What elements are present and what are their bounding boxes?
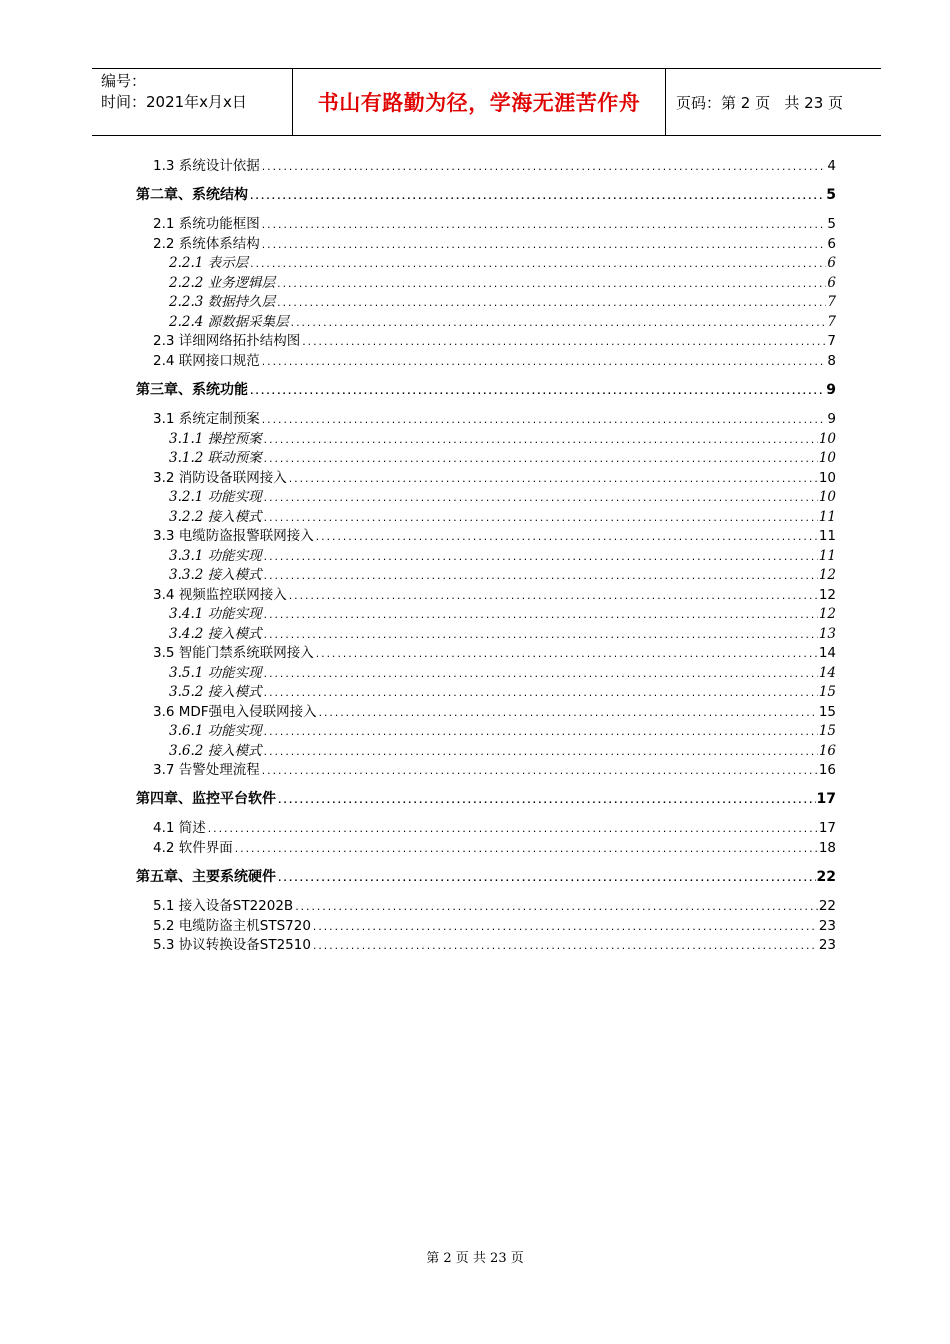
toc-section-entry[interactable] xyxy=(153,703,836,722)
toc-entry-label: 3.4.1 功能实现 xyxy=(169,606,262,622)
toc-dot-leader xyxy=(301,334,826,353)
toc-entry-label: 3.5.2 接入模式 xyxy=(169,684,262,700)
toc-page-number: 10 xyxy=(818,470,836,486)
toc-subsection-entry[interactable] xyxy=(169,566,836,585)
toc-dot-leader xyxy=(234,841,818,860)
toc-entry-label: 3.3 电缆防盗报警联网接入 xyxy=(153,528,314,544)
toc-page-number: 16 xyxy=(818,743,836,759)
toc-page-number: 10 xyxy=(818,489,836,505)
header-page-label: 页码：第 2 页 共 23 页 xyxy=(676,93,844,112)
toc-entry-label: 第五章、主要系统硬件 xyxy=(136,869,276,885)
toc-entry-label: 2.1 系统功能框图 xyxy=(153,216,260,232)
toc-page-number: 15 xyxy=(818,723,836,739)
toc-subsection-entry[interactable] xyxy=(169,683,836,702)
toc-subsection-entry[interactable] xyxy=(169,274,836,293)
toc-subsection-entry[interactable] xyxy=(169,625,836,644)
toc-subsection-entry[interactable] xyxy=(169,488,836,507)
toc-dot-leader xyxy=(261,217,827,236)
toc-section-entry[interactable] xyxy=(153,819,836,838)
toc-entry-label: 3.1 系统定制预案 xyxy=(153,411,260,427)
toc-chapter-entry[interactable] xyxy=(136,790,836,809)
toc-page-number: 12 xyxy=(818,606,836,622)
toc-page-number: 18 xyxy=(818,840,836,856)
toc-dot-leader xyxy=(315,646,818,665)
toc-dot-leader xyxy=(263,451,818,470)
toc-section-entry[interactable] xyxy=(153,761,836,780)
toc-subsection-entry[interactable] xyxy=(169,293,836,312)
toc-page-number: 23 xyxy=(818,937,836,953)
toc-dot-leader xyxy=(277,870,816,889)
toc-entry-label: 3.2.1 功能实现 xyxy=(169,489,262,505)
toc-dot-leader xyxy=(263,685,818,704)
toc-entry-label: 3.2 消防设备联网接入 xyxy=(153,470,287,486)
toc-page-number: 14 xyxy=(818,645,836,661)
toc-entry-label: 3.4.2 接入模式 xyxy=(169,626,262,642)
toc-entry-label: 3.6 MDF强电入侵联网接入 xyxy=(153,704,317,720)
toc-entry-label: 1.3 系统设计依据 xyxy=(153,158,260,174)
toc-page-number: 12 xyxy=(818,587,836,603)
toc-entry-label: 第四章、监控平台软件 xyxy=(136,791,276,807)
toc-entry-label: 3.1.2 联动预案 xyxy=(169,450,262,466)
toc-page-number: 9 xyxy=(827,411,836,427)
toc-entry-label: 5.1 接入设备ST2202B xyxy=(153,898,294,914)
toc-section-entry[interactable] xyxy=(153,527,836,546)
toc-page-number: 12 xyxy=(818,567,836,583)
document-date-label: 时间：2021年x月x日 xyxy=(101,93,247,111)
toc-entry-label: 5.2 电缆防盗主机STS720 xyxy=(153,918,311,934)
toc-entry-label: 3.4 视频监控联网接入 xyxy=(153,587,287,603)
toc-page-number: 7 xyxy=(827,294,836,310)
toc-page-number: 15 xyxy=(818,684,836,700)
toc-dot-leader xyxy=(263,607,818,626)
toc-entry-label: 2.2 系统体系结构 xyxy=(153,236,260,252)
toc-entry-label: 2.2.3 数据持久层 xyxy=(169,294,276,310)
toc-page-number: 14 xyxy=(818,665,836,681)
toc-dot-leader xyxy=(261,354,827,373)
toc-entry-label: 3.7 告警处理流程 xyxy=(153,762,260,778)
toc-dot-leader xyxy=(207,821,818,840)
toc-dot-leader xyxy=(263,490,818,509)
toc-entry-label: 第三章、系统功能 xyxy=(136,382,248,398)
toc-entry-label: 3.5.1 功能实现 xyxy=(169,665,262,681)
toc-entry-label: 3.3.2 接入模式 xyxy=(169,567,262,583)
toc-subsection-entry[interactable] xyxy=(169,722,836,741)
toc-dot-leader xyxy=(263,568,818,587)
toc-chapter-entry[interactable] xyxy=(136,186,836,205)
toc-dot-leader xyxy=(249,256,826,275)
toc-entry-label: 3.2.2 接入模式 xyxy=(169,509,262,525)
page-footer: 第 2 页 共 23 页 xyxy=(426,1251,524,1266)
toc-section-entry[interactable] xyxy=(153,410,836,429)
toc-entry-label: 2.2.1 表示层 xyxy=(169,255,249,271)
toc-section-entry[interactable] xyxy=(153,352,836,371)
toc-page-number: 9 xyxy=(826,382,836,398)
toc-section-entry[interactable] xyxy=(153,215,836,234)
toc-dot-leader xyxy=(276,295,826,314)
toc-subsection-entry[interactable] xyxy=(169,508,836,527)
toc-entry-label: 5.3 协议转换设备ST2510 xyxy=(153,937,311,953)
toc-subsection-entry[interactable] xyxy=(169,605,836,624)
toc-page-number: 17 xyxy=(818,820,836,836)
toc-page-number: 15 xyxy=(818,704,836,720)
toc-dot-leader xyxy=(261,412,827,431)
header-motto: 书山有路勤为径，学海无涯苦作舟 xyxy=(293,69,666,135)
toc-page-number: 6 xyxy=(827,236,836,252)
toc-section-entry[interactable] xyxy=(153,235,836,254)
toc-subsection-entry[interactable] xyxy=(169,742,836,761)
toc-entry-label: 3.1.1 操控预案 xyxy=(169,431,262,447)
toc-page-number: 6 xyxy=(827,275,836,291)
toc-subsection-entry[interactable] xyxy=(169,547,836,566)
toc-dot-leader xyxy=(261,763,818,782)
toc-page-number: 4 xyxy=(827,158,836,174)
toc-page-number: 11 xyxy=(818,548,836,564)
toc-chapter-entry[interactable] xyxy=(136,868,836,887)
toc-page-number: 5 xyxy=(826,187,836,203)
toc-page-number: 10 xyxy=(818,431,836,447)
toc-dot-leader xyxy=(249,188,825,207)
toc-entry-label: 3.6.2 接入模式 xyxy=(169,743,262,759)
toc-chapter-entry[interactable] xyxy=(136,381,836,400)
toc-entry-label: 3.3.1 功能实现 xyxy=(169,548,262,564)
toc-section-entry[interactable] xyxy=(153,469,836,488)
toc-page-number: 22 xyxy=(816,869,836,885)
toc-dot-leader xyxy=(249,383,825,402)
toc-page-number: 11 xyxy=(818,528,836,544)
toc-page-number: 11 xyxy=(818,509,836,525)
toc-subsection-entry[interactable] xyxy=(169,449,836,468)
toc-page-number: 13 xyxy=(818,626,836,642)
toc-page-number: 17 xyxy=(816,791,836,807)
toc-page-number: 6 xyxy=(827,255,836,271)
toc-dot-leader xyxy=(315,529,818,548)
toc-entry-label: 2.2.2 业务逻辑层 xyxy=(169,275,276,291)
toc-page-number: 10 xyxy=(818,450,836,466)
toc-section-entry[interactable] xyxy=(153,936,836,955)
toc-subsection-entry[interactable] xyxy=(169,664,836,683)
toc-subsection-entry[interactable] xyxy=(169,430,836,449)
toc-page-number: 23 xyxy=(818,918,836,934)
toc-section-entry[interactable] xyxy=(153,332,836,351)
document-number-label: 编号： xyxy=(101,72,147,90)
toc-section-entry[interactable] xyxy=(153,157,836,176)
toc-entry-label: 4.2 软件界面 xyxy=(153,840,233,856)
toc-page-number: 7 xyxy=(827,333,836,349)
toc-entry-label: 2.2.4 源数据采集层 xyxy=(169,314,289,330)
toc-entry-label: 3.5 智能门禁系统联网接入 xyxy=(153,645,314,661)
toc-entry-label: 4.1 简述 xyxy=(153,820,206,836)
toc-page-number: 7 xyxy=(827,314,836,330)
toc-dot-leader xyxy=(294,899,818,918)
toc-dot-leader xyxy=(312,938,818,957)
toc-dot-leader xyxy=(277,792,816,811)
toc-entry-label: 2.4 联网接口规范 xyxy=(153,353,260,369)
toc-section-entry[interactable] xyxy=(153,586,836,605)
toc-page-number: 16 xyxy=(818,762,836,778)
toc-section-entry[interactable] xyxy=(153,917,836,936)
toc-dot-leader xyxy=(261,159,827,178)
toc-dot-leader xyxy=(263,724,818,743)
toc-entry-label: 第二章、系统结构 xyxy=(136,187,248,203)
toc-page-number: 8 xyxy=(827,353,836,369)
toc-page-number: 22 xyxy=(818,898,836,914)
toc-subsection-entry[interactable] xyxy=(169,254,836,273)
toc-entry-label: 3.6.1 功能实现 xyxy=(169,723,262,739)
toc-page-number: 5 xyxy=(827,216,836,232)
toc-section-entry[interactable] xyxy=(153,839,836,858)
toc-subsection-entry[interactable] xyxy=(169,313,836,332)
toc-section-entry[interactable] xyxy=(153,644,836,663)
toc-section-entry[interactable] xyxy=(153,897,836,916)
toc-entry-label: 2.3 详细网络拓扑结构图 xyxy=(153,333,301,349)
